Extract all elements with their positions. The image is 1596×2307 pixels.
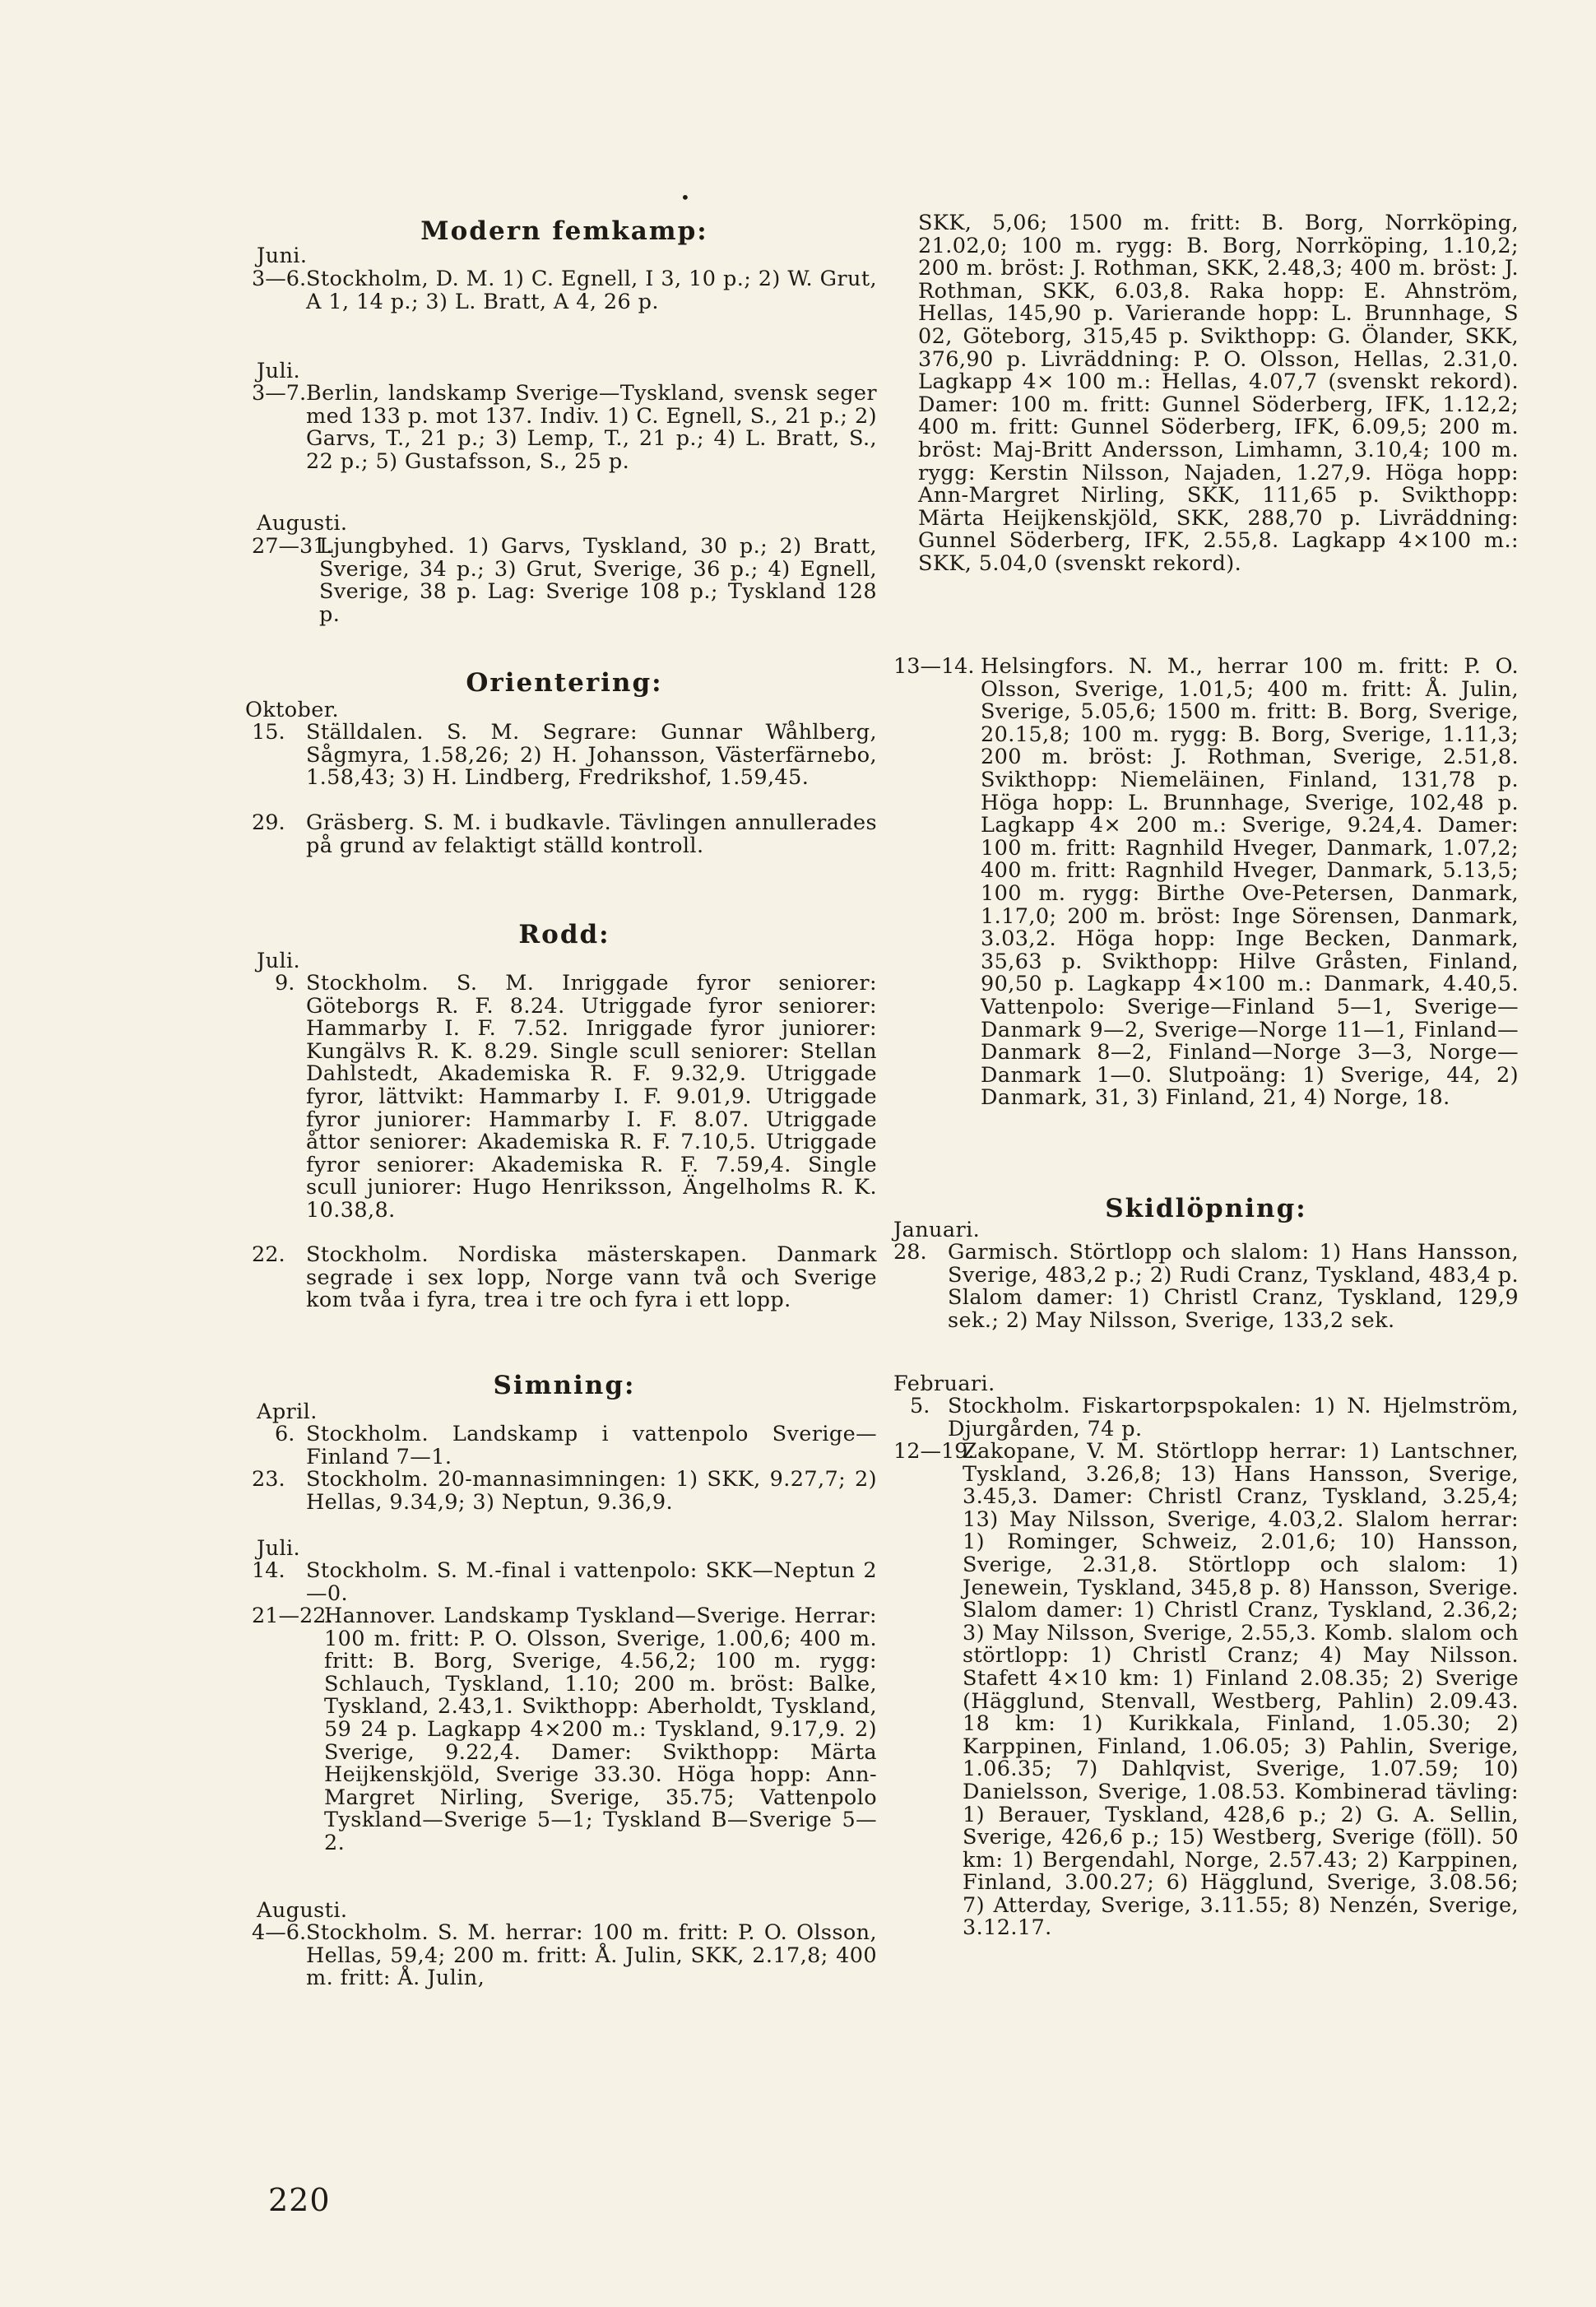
entry-text: SKK, 5,06; 1500 m. fritt: B. Borg, Norrköping, 21.02,0; 100 m. rygg: B. Borg, Norrköping, 1.10,2; 200 m. bröst: J. Rothman, SKK, 2.48,3; 400 m. bröst: J. Rothman, SKK, 6.03,8. Raka hopp: E. Ahnström, Hellas, 145,90 p. Varierande hopp: L. Brunnhage, S 02, Göteborg, 315,45 p. Svikthopp: G. Ölander, SKK, 376,90 p. Livräddning: P. O. Olsson, Hellas, 2.31,0. Lagkapp 4× 100 m.: Hellas, 4.07,7 (svenskt rekord). Damer: 100 m. fritt: Gunnel Söderberg, IFK, 1.12,2; 400 m. fritt: Gunnel Söderberg, IFK, 6.09,5; 200 m. bröst: Maj-Britt Andersson, Limhamn, 3.10,4; 100 m. rygg: Kerstin Nilsson, Najaden, 1.27,9. Höga hopp: Ann-Margret Nirling, SKK, 111,65 p. Svikthopp: Märta Heijkenskjöld, SKK, 288,70 p. Livräddning: Gunnel Söderberg, IFK, 2.55,8. Lagkapp 4×100 m.: SKK, 5.04,0 (svenskt rekord). xyxy=(918,211,1519,576)
entry-text: Helsingfors. N. M., herrar 100 m. fritt: P. O. Olsson, Sverige, 1.01,5; 400 m. fritt: Å. Julin, Sverige, 5.05,6; 1500 m. fritt: B. Borg, Sverige, 20.15,8; 100 m. rygg: B. Borg, Sverige, 1.11,3; 200 m. bröst: J. Rothman, Sverige, 2.51,8. Svikthopp: Niemeläinen, Finland, 131,78 p. Höga hopp: L. Brunnhage, Sverige, 102,48 p. Lagkapp 4× 200 m.: Sverige, 9.24,4. Damer: 100 m. fritt: Ragnhild Hveger, Danmark, 1.07,2; 400 m. fritt: Ragnhild Hveger, Danmark, 5.13,5; 100 m. rygg: Birthe Ove-Petersen, Danmark, 1.17,0; 200 m. bröst: Inge Sörensen, Danmark, 3.03,2. Höga hopp: Inge Becken, Danmark, 35,63 p. Svikthopp: Hilve Gråsten, Finland, 90,50 p. Lagkapp 4×100 m.: Danmark, 4.40,5. Vattenpolo: Sverige—Finland 5—1, Sverige—Danmark 9—2, Sverige—Norge 11—1, Finland—Danmark 8—2, Finland—Norge 3—3, Norge—Danmark 1—0. Slutpoäng: 1) Sverige, 44, 2) Danmark, 31, 3) Finland, 21, 4) Norge, 18. xyxy=(981,654,1519,1111)
entry-text: Stockholm. 20-mannasimningen: 1) SKK, 9.27,7; 2) Hellas, 9.34,9; 3) Neptun, 9.36,9. xyxy=(306,1467,877,1515)
entry-text: Ställdalen. S. M. Segrare: Gunnar Wåhlberg, Sågmyra, 1.58,26; 2) H. Johansson, Västerfärnebo, 1.58,43; 3) H. Lindberg, Fredrikshof, 1.59,45. xyxy=(306,720,877,791)
result-entry xyxy=(252,972,877,1223)
result-entry xyxy=(893,656,1519,1110)
entry-date: 13—14. xyxy=(893,654,975,679)
result-entry xyxy=(893,1441,1519,1940)
month-label: Juli. xyxy=(257,1536,301,1561)
month-label: Juni. xyxy=(257,244,308,268)
entry-date: 29. xyxy=(252,810,285,835)
heading-orientering: Orientering: xyxy=(466,668,663,698)
heading-modern-femkamp: Modern femkamp: xyxy=(420,216,708,246)
month-label: Augusti. xyxy=(257,511,348,536)
entry-text: Stockholm. Nordiska mästerskapen. Danmark segrade i sex lopp, Norge vann två och Sverige kom tvåa i fyra, trea i tre och fyra i ett lopp. xyxy=(306,1242,877,1313)
month-label: Augusti. xyxy=(257,1898,348,1923)
result-entry xyxy=(252,1469,877,1514)
month-label: Juli. xyxy=(257,359,301,383)
result-entry xyxy=(252,1922,877,1990)
month-label: Juli. xyxy=(257,949,301,973)
entry-date: 23. xyxy=(252,1467,285,1492)
entry-date: 3—7. xyxy=(252,381,307,406)
entry-text: Stockholm. S. M. herrar: 100 m. fritt: P. O. Olsson, Hellas, 59,4; 200 m. fritt: Å. Julin, SKK, 2.17,8; 400 m. fritt: Å. Julin, xyxy=(306,1920,877,1991)
entry-date: 22. xyxy=(252,1242,285,1267)
entry-text: Stockholm. Fiskartorpspokalen: 1) N. Hjelmström, Djurgården, 74 p. xyxy=(948,1394,1519,1441)
entry-date: 4—6. xyxy=(252,1920,307,1945)
result-entry xyxy=(252,812,877,857)
heading-rodd: Rodd: xyxy=(518,920,610,949)
result-entry xyxy=(252,1560,877,1605)
result-entry xyxy=(252,383,877,473)
entry-date: 14. xyxy=(252,1558,285,1583)
entry-text: Zakopane, V. M. Störtlopp herrar: 1) Lantschner, Tyskland, 3.26,8; 13) Hans Hansson, Sverige, 3.45,3. Damer: Christl Cranz, Tyskland, 3.25,4; 13) May Nilsson, Sverige, 4.03,2. Slalom herrar: 1) Rominger, Schweiz, 2.01,6; 10) Hansson, Sverige, 2.31,8. Störtlopp och slalom: 1) Jenewein, Tyskland, 345,8 p. 8) Hansson, Sverige. Slalom damer: 1) Christl Cranz, Tyskland, 2.36,2; 3) May Nilsson, Sverige, 2.55,3. Komb. slalom och störtlopp: 1) Christl Cranz; 4) May Nilsson. Stafett 4×10 km: 1) Finland 2.08.35; 2) Sverige (Hägglund, Stenvall, Westberg, Pahlin) 2.09.43. 18 km: 1) Kurikkala, Finland, 1.05.30; 2) Karppinen, Finland, 1.06.05; 3) Pahlin, Sverige, 1.06.35; 7) Dahlqvist, Sverige, 1.07.59; 10) Danielsson, Sverige, 1.08.53. Kombinerad tävling: 1) Berauer, Tyskland, 428,6 p.; 2) G. A. Sellin, Sverige, 426,6 p.; 15) Westberg, Sverige (föll). 50 km: 1) Bergendahl, Norge, 2.57.43; 2) Karppinen, Finland, 3.00.27; 6) Hägglund, Sverige, 3.08.56; 7) Atterday, Sverige, 3.11.55; 8) Nenzén, Sverige, 3.12.17. xyxy=(963,1439,1519,1941)
entry-text: Stockholm. Landskamp i vattenpolo Sverige—Finland 7—1. xyxy=(306,1422,877,1469)
entry-date: 21—22. xyxy=(252,1604,333,1628)
entry-text: Stockholm. S. M.-final i vattenpolo: SKK—Neptun 2—0. xyxy=(306,1558,877,1606)
entry-text: Berlin, landskamp Sverige—Tyskland, svensk seger med 133 p. mot 137. Indiv. 1) C. Egnell, S., 21 p.; 2) Garvs, T., 21 p.; 3) Lemp, T., 21 p.; 4) L. Bratt, S., 22 p.; 5) Gustafsson, S., 25 p. xyxy=(306,381,877,474)
entry-date: 28. xyxy=(893,1240,927,1265)
entry-date: 15. xyxy=(252,720,285,745)
result-entry xyxy=(252,1244,877,1312)
entry-text: Hannover. Landskamp Tyskland—Sverige. Herrar: 100 m. fritt: P. O. Olsson, Sverige, 1.00,6; 400 m. fritt: B. Borg, Sverige, 4.56,2; 100 m. rygg: Schlauch, Tyskland, 1.10; 200 m. bröst: Balke, Tyskland, 2.43,1. Svikthopp: Aberholdt, Tyskland, 59 24 p. Lagkapp 4×200 m.: Tyskland, 9.17,9. 2) Sverige, 9.22,4. Damer: Svikthopp: Märta Heijkenskjöld, Sverige 33.30. Höga hopp: Ann-Margret Nirling, Sverige, 35.75; Vattenpolo Tyskland—Sverige 5—1; Tyskland B—Sverige 5—2. xyxy=(324,1604,877,1855)
entry-date: 27—31. xyxy=(252,534,333,559)
heading-simning: Simning: xyxy=(493,1371,636,1400)
heading-skidlopning: Skidlöpning: xyxy=(1105,1194,1307,1223)
result-entry xyxy=(893,1242,1519,1332)
month-label: Februari. xyxy=(893,1372,995,1396)
entry-text: Garmisch. Störtlopp och slalom: 1) Hans Hansson, Sverige, 483,2 p.; 2) Rudi Cranz, Tyskland, 483,4 p. Slalom damer: 1) Christl Cranz, Tyskland, 129,9 sek.; 2) May Nilsson, Sverige, 133,2 sek. xyxy=(948,1240,1519,1333)
result-entry xyxy=(252,1423,877,1469)
entry-date: 6. xyxy=(275,1422,295,1446)
stray-mark: • xyxy=(680,188,690,207)
continued-entry xyxy=(893,212,1519,576)
entry-date: 9. xyxy=(275,971,295,996)
entry-text: Ljungbyhed. 1) Garvs, Tyskland, 30 p.; 2) Bratt, Sverige, 34 p.; 3) Grut, Sverige, 36 p.; 4) Egnell, Sverige, 38 p. Lag: Sverige 108 p.; Tyskland 128 p. xyxy=(319,534,877,627)
page-number: 220 xyxy=(268,2182,331,2218)
entry-date: 5. xyxy=(910,1394,930,1418)
entry-date: 3—6. xyxy=(252,267,307,291)
month-label: Januari. xyxy=(893,1218,981,1242)
month-label: April. xyxy=(257,1400,318,1424)
month-label: Oktober. xyxy=(245,698,340,722)
result-entry xyxy=(893,1395,1519,1441)
entry-text: Gräsberg. S. M. i budkavle. Tävlingen annullerades på grund av felaktigt ställd kontroll. xyxy=(306,810,877,858)
result-entry xyxy=(252,722,877,790)
result-entry xyxy=(252,1605,877,1855)
entry-text: Stockholm, D. M. 1) C. Egnell, I 3, 10 p.; 2) W. Grut, A 1, 14 p.; 3) L. Bratt, A 4, 26 p. xyxy=(306,267,877,314)
result-entry xyxy=(252,536,877,626)
result-entry xyxy=(252,268,877,313)
entry-date: 12—19. xyxy=(893,1439,975,1464)
entry-text: Stockholm. S. M. Inriggade fyror seniorer: Göteborgs R. F. 8.24. Utriggade fyror seniorer: Hammarby I. F. 7.52. Inriggade fyror juniorer: Kungälvs R. K. 8.29. Single scull seniorer: Stellan Dahlstedt, Akademiska R. F. 9.32,9. Utriggade fyror, lättvikt: Hammarby I. F. 9.01,9. Utriggade fyror juniorer: Hammarby I. F. 8.07. Utriggade åttor seniorer: Akademiska R. F. 7.10,5. Utriggade fyror seniorer: Akademiska R. F. 7.59,4. Single scull juniorer: Hugo Henriksson, Ängelholms R. K. 10.38,8. xyxy=(306,971,877,1223)
